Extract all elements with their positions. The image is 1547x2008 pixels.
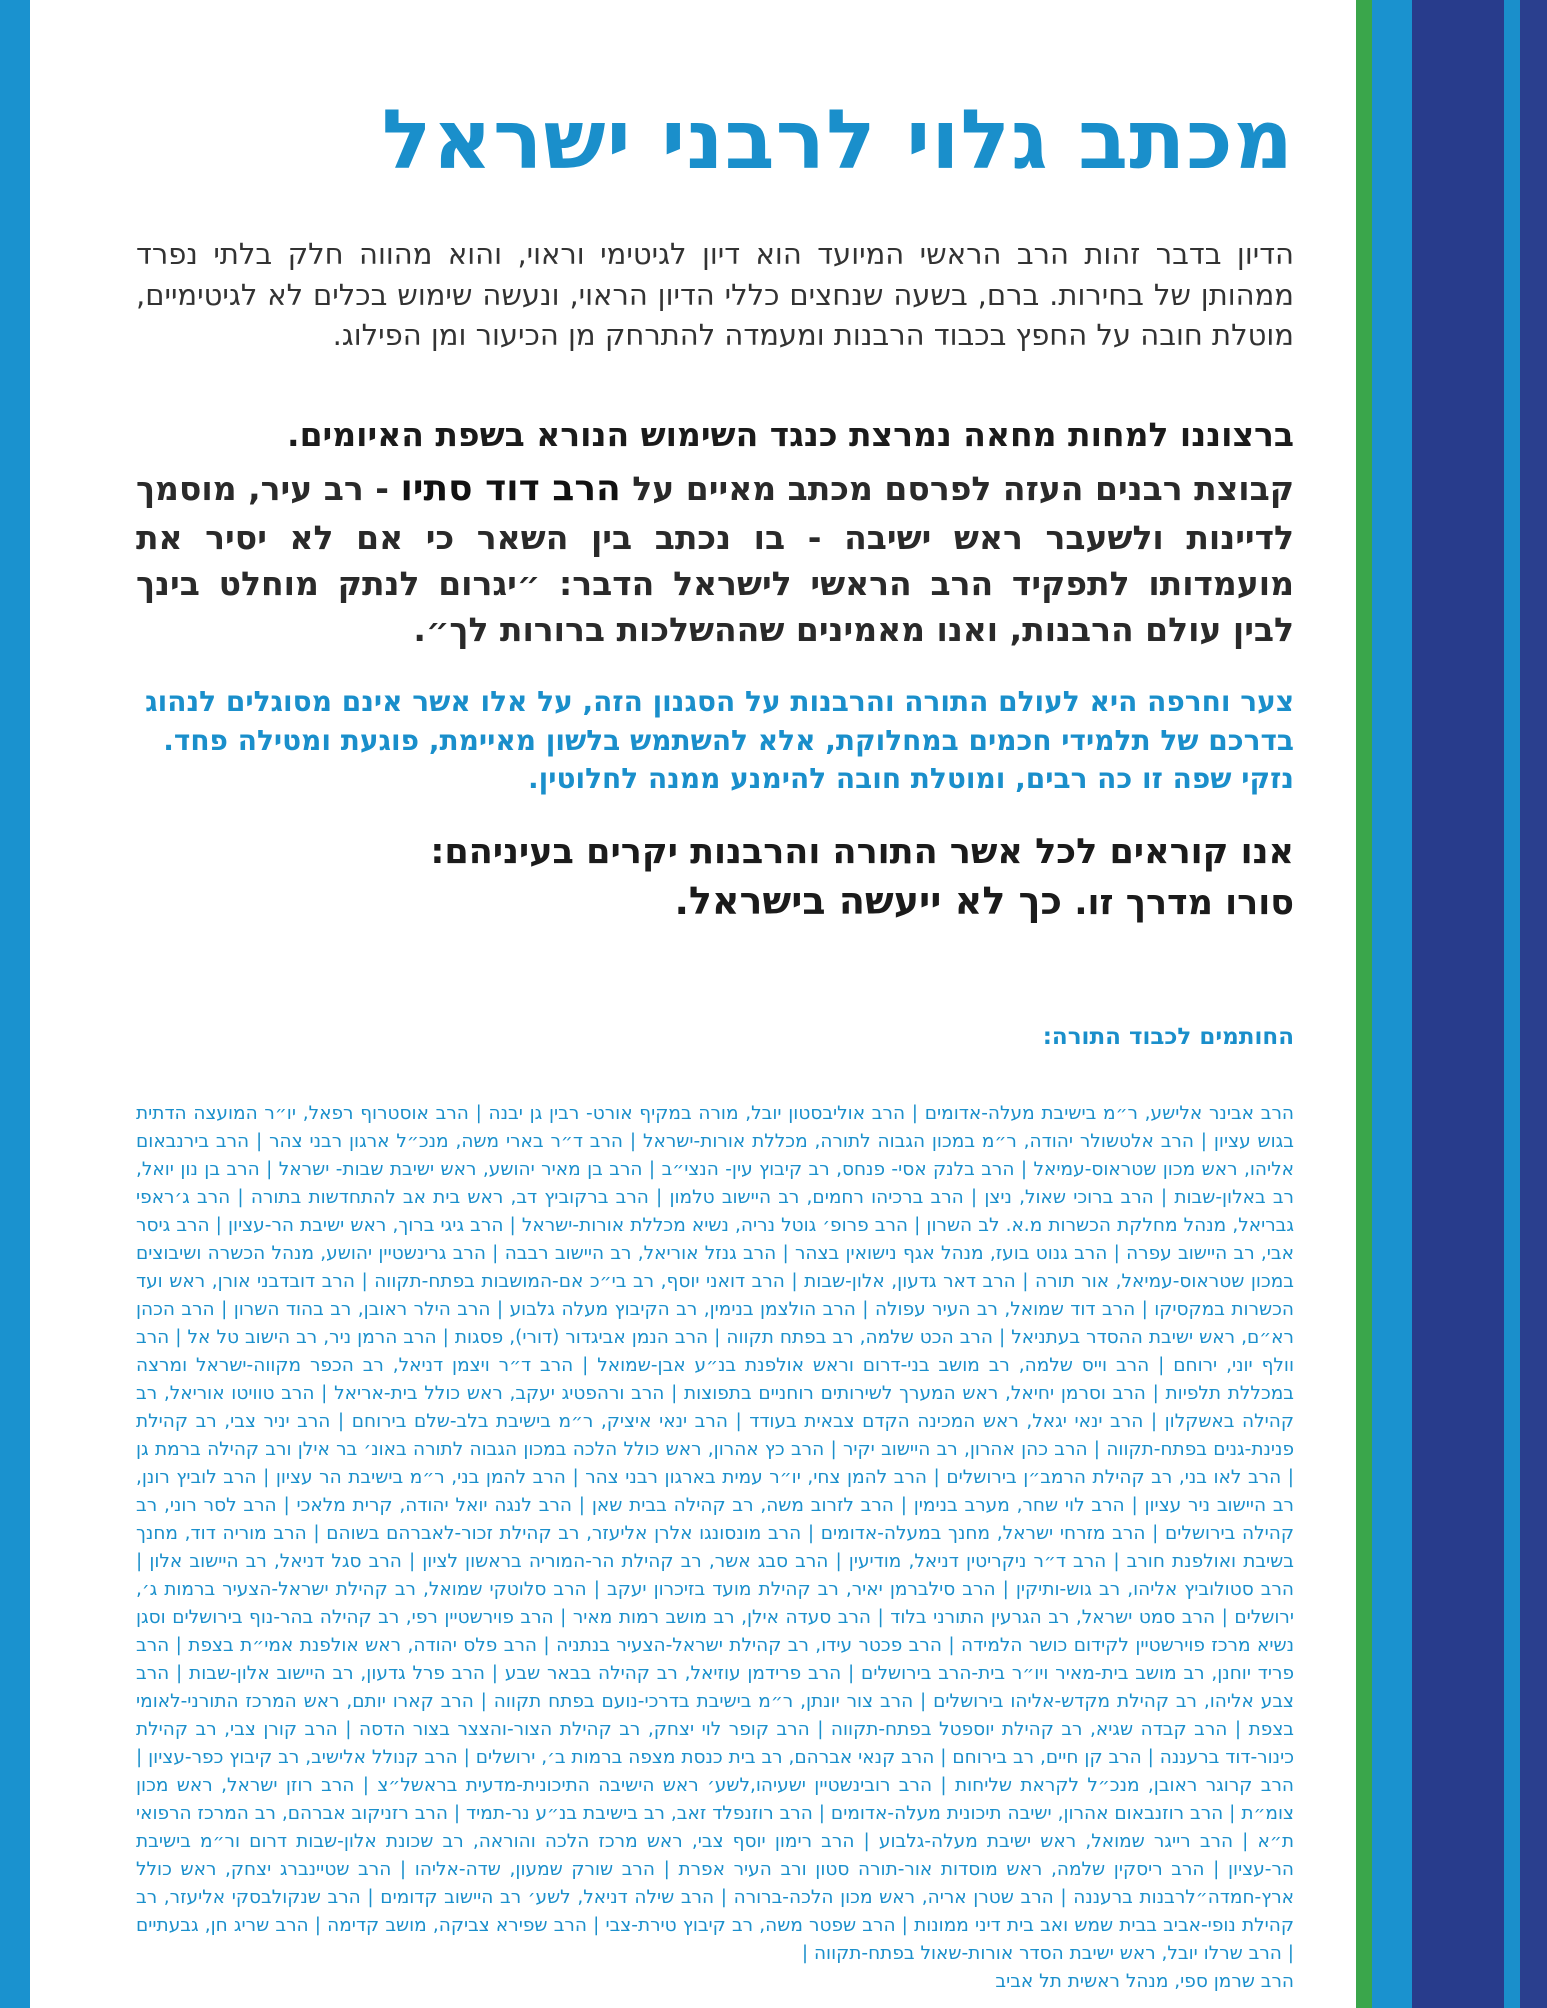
threat-letter-paragraph (136, 464, 1294, 653)
protest-statement: ברצוננו למחות מחאה נמרצת כנגד השימוש הנורא בשפת האיומים. (287, 414, 1294, 454)
side-stripe-navy-edge (1520, 0, 1547, 2008)
page-title: מכתב גלוי לרבני ישראל (381, 93, 1294, 188)
side-stripe-navy (1412, 0, 1504, 2008)
rabbi-name: הרב דוד סתיו (400, 468, 621, 510)
side-stripe-blue (1372, 0, 1412, 2008)
disgrace-paragraph: צער וחרפה היא לעולם התורה והרבנות על הסגנון הזה, על אלו אשר אינם מסוגלים לנהוג בדרכם של תלמידי חכמים במחלוקת, אלא להשתמש בלשון מאיימת, פוגעת ומטילה פחד. נזקי שפה זו כה רבים, ומוטלת חובה להימנע ממנה לחלוטין. (145, 685, 1294, 796)
signers-heading: החותמים לכבוד התורה: (1042, 1023, 1294, 1050)
intro-paragraph: הדיון בדבר זהות הרב הראשי המיועד הוא דיון לגיטימי וראוי, והוא מהווה חלק בלתי נפרד ממהותן של בחירות. ברם, בשעה שנחצים כללי הדיון הראוי, ונעשה שימוש בכלים לא לגיטימיים, מוטלת חובה על החפץ בכבוד הרבנות ומעמדה להתרחק מן הכיעור ומן הפילוג. (136, 237, 1294, 353)
side-stripe-green (1356, 0, 1372, 2008)
call-to-action (136, 829, 1294, 928)
call-line-2-emphasis: כך לא ייעשה בישראל. (674, 879, 1063, 924)
letter-text-end: - רב עיר, מוסמך לדיינות ולשעבר ראש ישיבה - בו נכתב בין השאר כי אם לא יסיר את מועמדותו לתפקיד הרב הראשי לישראל הדבר: ״יגרום לנתק מוחלט בינך לבין עולם הרבנות, ואנו מאמינים שההשלכות ברורות לך״. (136, 469, 1294, 649)
letter-text-start: קבוצת רבנים העזה לפרסם מכתב מאיים על (620, 469, 1294, 509)
signers-list: הרב אבינר אלישע, ר״מ בישיבת מעלה-אדומים | הרב אוליבסטון יובל, מורה במקיף אורט- רבין גן יבנה | הרב אוסטרוף רפאל, יו״ר המועצה הדתית בגוש עציון | הרב אלטשולר יהודה, ר״מ במכון הגבוה לתורה, מכללת אורות-ישראל | הרב ד״ר בארי משה, מנכ״ל ארגון רבני צהר | הרב בירנבאום אליהו, ראש מכון שטראוס-עמיאל | הרב בלנק אסי- פנחס, רב קיבוץ עין- הנצי״ב | הרב בן מאיר יהושע, ראש ישיבת שבות- ישראל | הרב בן נון יואל, רב באלון-שבות | הרב ברוכי שאול, ניצן | הרב ברכיהו רחמים, רב היישוב טלמון | הרב ברקוביץ דב, ראש בית אב להתחדשות בתורה | הרב ג׳ראפי גבריאל, מנהל מחלקת הכשרות מ.א. לב השרון | הרב פרופ׳ גוטל נריה, נשיא מכללת אורות-ישראל | הרב גיגי ברוך, ראש ישיבת הר-עציון | הרב גיסר אבי, רב היישוב עפרה | הרב גנוט בועז, מנהל אגף נישואין בצהר | הרב גנזל אוריאל, רב היישוב רבבה | הרב גרינשטיין יהושע, מנהל הכשרה ושיבוצים במכון שטראוס-עמיאל, אור תורה | הרב דאר גדעון, אלון-שבות | הרב דואני יוסף, רב בי״כ אם-המושבות בפתח-תקווה | הרב דובדבני אורן, ראש ועד הכשרות במקסיקו | הרב דוד שמואל, רב העיר עפולה | הרב הולצמן בנימין, רב הקיבוץ מעלה גלבוע | הרב הילר ראובן, רב בהוד השרון | הרב הכהן רא״ם, ראש ישיבת ההסדר בעתניאל | הרב הכט שלמה, רב בפתח תקווה | הרב הנמן אביגדור (דורי), פסגות | הרב הרמן ניר, רב הישוב טל אל | הרב וולף יוני, ירוחם | הרב וייס שלמה, רב מושב בני-דרום וראש אולפנת בנ״ע אבן-שמואל | הרב ד״ר ויצמן דניאל, רב הכפר מקווה-ישראל ומרצה במכללת תלפיות | הרב וסרמן יחיאל, ראש המערך לשירותים רוחניים בתפוצות | הרב ורהפטיג יעקב, ראש כולל בית-אריאל | הרב טוויטו אוריאל, רב קהילה באשקלון | הרב ינאי יגאל, ראש המכינה הקדם צבאית בעודד | הרב ינאי איציק, ר״מ בישיבת בלב-שלם בירוחם | הרב יניר צבי, רב קהילת פנינת-גנים בפתח-תקווה | הרב כהן אהרון, רב היישוב יקיר | הרב כץ אהרון, ראש כולל הלכה במכון הגבוה לתורה באונ׳ בר אילן ורב קהילה ברמת גן | הרב לאו בני, רב קהילת הרמב״ן בירושלים | הרב להמן צחי, יו״ר עמית בארגון רבני צהר | הרב להמן בני, ר״מ בישיבת הר עציון | הרב לוביץ רונן, רב היישוב ניר עציון | הרב לוי שחר, מערב בנימין | הרב לזרוב משה, רב קהילה בבית שאן | הרב לנגה יואל יהודה, קרית מלאכי | הרב לסר רוני, רב קהילה בירושלים | הרב מזרחי ישראל, מחנך במעלה-אדומים | הרב מונסונגו אלרן אליעזר, רב קהילת זכור-לאברהם בשוהם | הרב מוריה דוד, מחנך בשיבת ואולפנת חורב | הרב ד״ר ניקריטין דניאל, מודיעין | הרב סבג אשר, רב קהילת הר-המוריה בראשון לציון | הרב סגל דניאל, רב היישוב אלון | הרב סטולוביץ אליהו, רב גוש-ותיקין | הרב סילברמן יאיר, רב קהילת מועד בזיכרון יעקב | הרב סלוטקי שמואל, רב קהילת ישראל-הצעיר ברמות ג׳, ירושלים | הרב סמט ישראל, רב הגרעין התורני בלוד | הרב סעדה אילן, רב מושב רמות מאיר | הרב פוירשטיין רפי, רב קהילה בהר-נוף בירושלים וסגן נשיא מרכז פוירשטיין לקידום כושר הלמידה | הרב פכטר עידו, רב קהילת ישראל-הצעיר בנתניה | הרב פלס יהודה, ראש אולפנת אמי״ת בצפת | הרב פריד יוחנן, רב מושב בית-מאיר ויו״ר בית-הרב בירושלים | הרב פרידמן עוזיאל, רב קהילה בבאר שבע | הרב פרל גדעון, רב היישוב אלון-שבות | הרב צבע אליהו, רב קהילת מקדש-אליהו בירושלים | הרב צור יונתן, ר״מ בישיבת בדרכי-נועם בפתח תקווה | הרב קארו יותם, ראש המרכז התורני-לאומי בצפת | הרב קבדה שגיא, רב קהילת יוספטל בפתח-תקווה | הרב קופר לוי יצחק, רב קהילת הצור-והצצר בצור הדסה | הרב קורן צבי, רב קהילת כינור-דוד ברעננה | הרב קן חיים, רב בירוחם | הרב קנאי אברהם, רב בית כנסת מצפה ברמות ב׳, ירושלים | הרב קנולל אלישיב, רב קיבוץ כפר-עציון | הרב קרוגר ראובן, מנכ״ל לקראת שליחות | הרב רובינשטיין ישעיהו,לשע׳ ראש הישיבה התיכונית-מדעית בראשל״צ | הרב רוזן ישראל, ראש מכון צומ״ת | הרב רוזנבאום אהרון, ישיבה תיכונית מעלה-אדומים | הרב רוזנפלד זאב, רב בישיבת בנ״ע נר-תמיד | הרב רזניקוב אברהם, רב המרכז הרפואי ת״א | הרב רייגר שמואל, ראש ישיבת מעלה-גלבוע | הרב רימון יוסף צבי, ראש מרכז הלכה והוראה, רב שכונת אלון-שבות דרום ור״מ בישיבת הר-עציון | הרב ריסקין שלמה, ראש מוסדות אור-תורה סטון ורב העיר אפרת | הרב שורק שמעון, שדה-אליהו | הרב שטיינברג יצחק, ראש כולל ארץ-חמדה״לרבנות ברעננה | הרב שטרן אריה, ראש מכון הלכה-ברורה | הרב שילה דניאל, לשע׳ רב היישוב קדומים | הרב שנקולבסקי אליעזר, רב קהילת נופי-אביב בבית שמש ואב בית דיני ממונות | הרב שפטר משה, רב קיבוץ טירת-צבי | הרב שפירא צביקה, מושב קדימה | הרב שריג חן, גבעתיים | הרב שרלו יובל, ראש ישיבת הסדר אורות-שאול בפתח-תקווה | (136, 1102, 1294, 1964)
signers-last-line: הרב שרמן ספי, מנהל ראשית תל אביב (995, 1970, 1294, 1992)
call-line-1: אנו קוראים לכל אשר התורה והרבנות יקרים בעיניהם: (430, 831, 1294, 872)
side-stripe-blue-thin (1504, 0, 1520, 2008)
call-line-2 (136, 876, 1294, 927)
letter-content (136, 93, 1294, 1996)
call-line-2-start: סורו מדרך זו. (1062, 883, 1294, 924)
